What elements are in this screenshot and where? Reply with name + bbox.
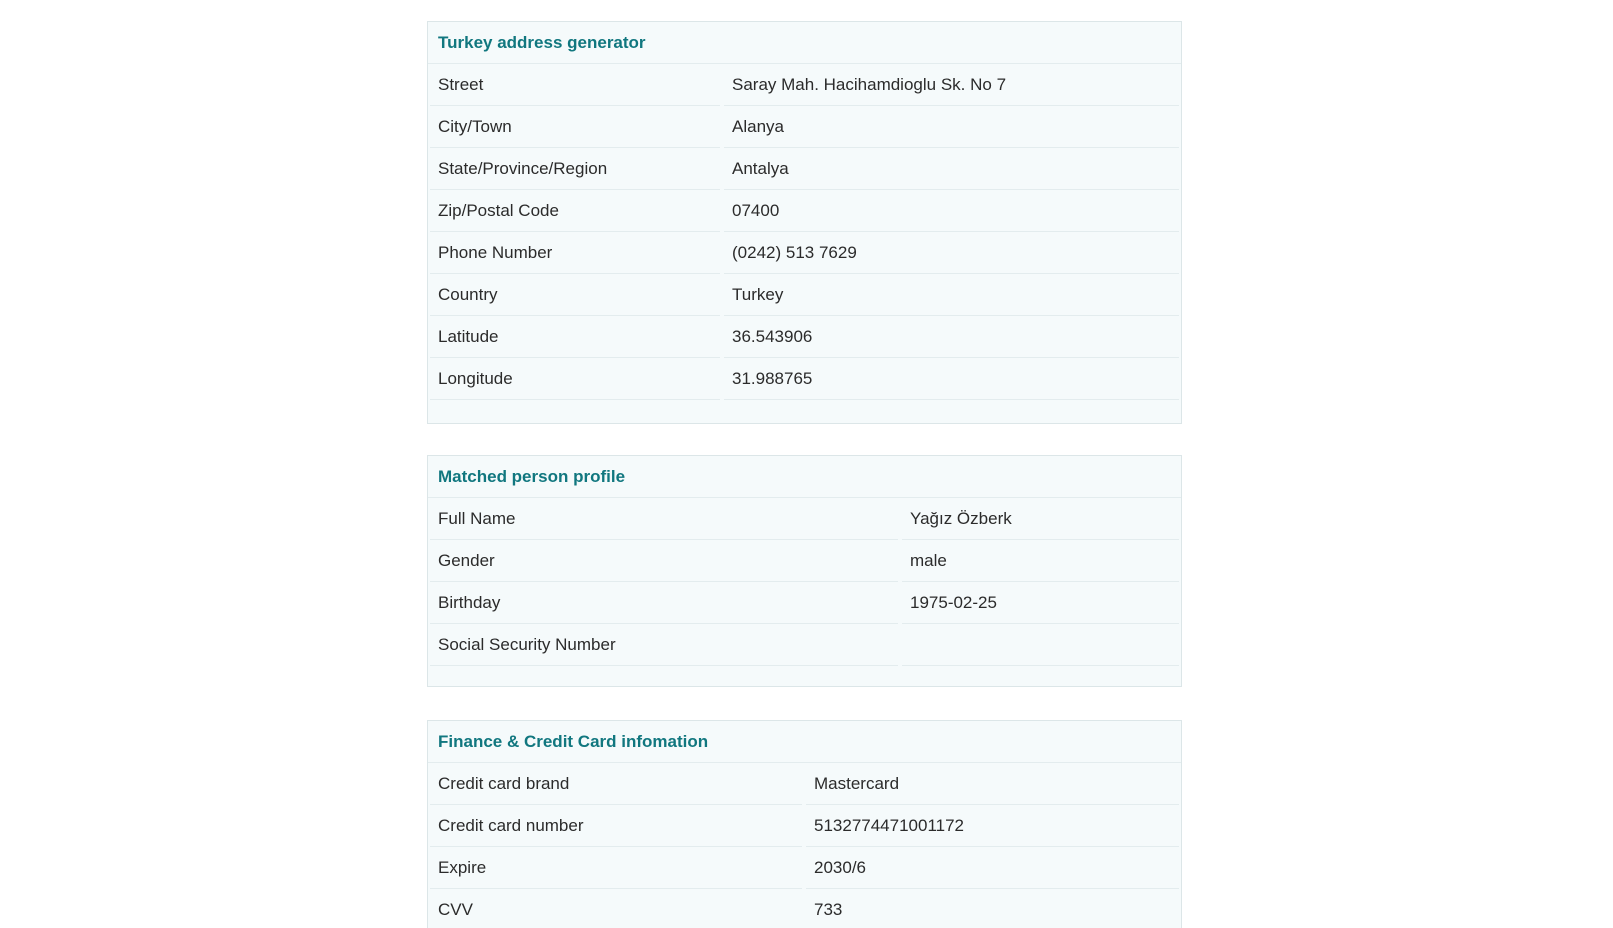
card-footer — [428, 400, 1181, 422]
phone-label: Phone Number — [430, 232, 720, 274]
state-value: Antalya — [724, 148, 1179, 190]
table-row — [430, 624, 1179, 666]
ssn-value — [902, 624, 1179, 666]
address-card-title: Turkey address generator — [428, 22, 1181, 64]
table-row — [430, 190, 1179, 232]
state-label: State/Province/Region — [430, 148, 720, 190]
address-card — [427, 21, 1182, 424]
finance-card-title: Finance & Credit Card infomation — [428, 721, 1181, 763]
table-row — [430, 498, 1179, 540]
table-row — [430, 540, 1179, 582]
table-row — [430, 232, 1179, 274]
person-table — [428, 498, 1181, 666]
expire-value: 2030/6 — [806, 847, 1179, 889]
table-row — [430, 582, 1179, 624]
gender-label: Gender — [430, 540, 898, 582]
person-card-title: Matched person profile — [428, 456, 1181, 498]
table-row — [430, 316, 1179, 358]
latitude-value: 36.543906 — [724, 316, 1179, 358]
country-label: Country — [430, 274, 720, 316]
birthday-value: 1975-02-25 — [902, 582, 1179, 624]
longitude-label: Longitude — [430, 358, 720, 400]
full-name-label: Full Name — [430, 498, 898, 540]
table-row — [430, 148, 1179, 190]
person-card — [427, 455, 1182, 687]
card-brand-label: Credit card brand — [430, 763, 802, 805]
table-row — [430, 763, 1179, 805]
finance-card — [427, 720, 1182, 928]
table-row — [430, 805, 1179, 847]
finance-table — [428, 763, 1181, 928]
card-number-label: Credit card number — [430, 805, 802, 847]
address-table — [428, 64, 1181, 400]
table-row — [430, 358, 1179, 400]
street-value: Saray Mah. Hacihamdioglu Sk. No 7 — [724, 64, 1179, 106]
card-brand-value: Mastercard — [806, 763, 1179, 805]
ssn-label: Social Security Number — [430, 624, 898, 666]
birthday-label: Birthday — [430, 582, 898, 624]
country-value: Turkey — [724, 274, 1179, 316]
latitude-label: Latitude — [430, 316, 720, 358]
expire-label: Expire — [430, 847, 802, 889]
table-row — [430, 889, 1179, 928]
table-row — [430, 847, 1179, 889]
city-label: City/Town — [430, 106, 720, 148]
longitude-value: 31.988765 — [724, 358, 1179, 400]
full-name-value: Yağız Özberk — [902, 498, 1179, 540]
card-number-value: 5132774471001172 — [806, 805, 1179, 847]
cvv-label: CVV — [430, 889, 802, 928]
cvv-value: 733 — [806, 889, 1179, 928]
table-row — [430, 106, 1179, 148]
card-footer — [428, 666, 1181, 688]
gender-value: male — [902, 540, 1179, 582]
city-value: Alanya — [724, 106, 1179, 148]
street-label: Street — [430, 64, 720, 106]
phone-value: (0242) 513 7629 — [724, 232, 1179, 274]
table-row — [430, 64, 1179, 106]
table-row — [430, 274, 1179, 316]
zip-value: 07400 — [724, 190, 1179, 232]
zip-label: Zip/Postal Code — [430, 190, 720, 232]
